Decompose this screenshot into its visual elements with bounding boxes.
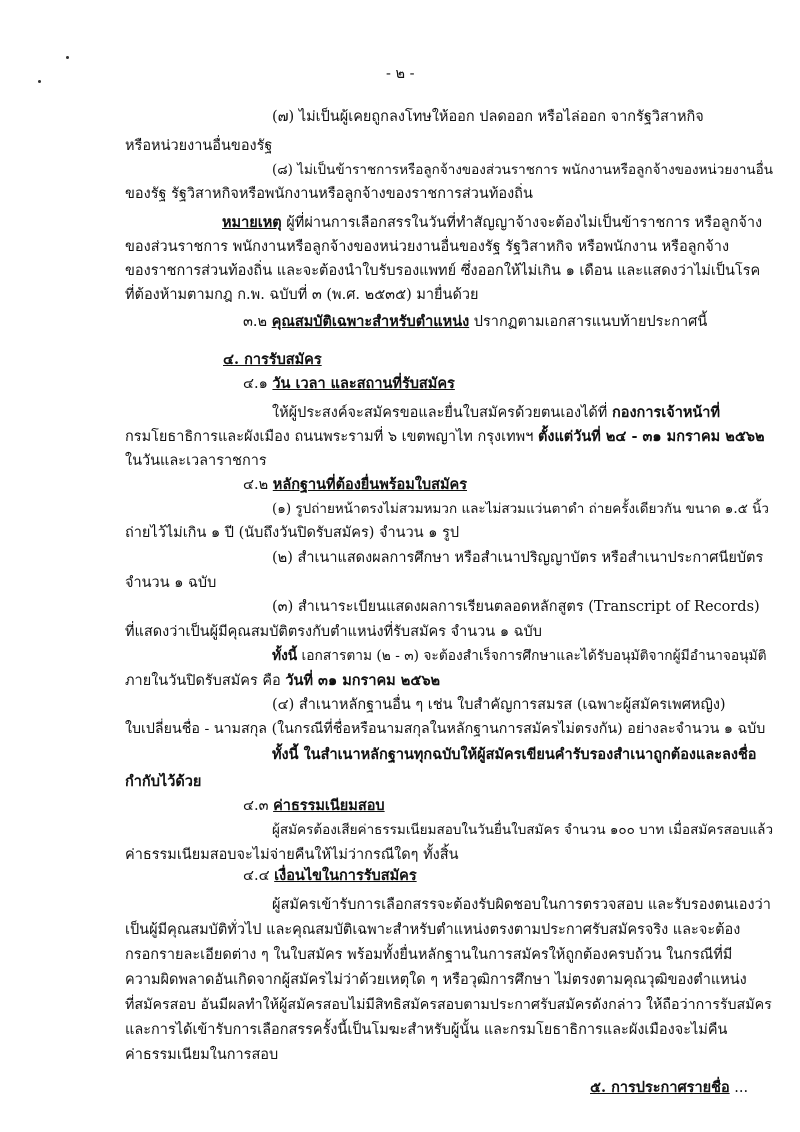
line-bold-text: ทั้งนี้ ในสำเนาหลักฐานทุกฉบับให้ผู้สมัครเขียนคำรับรองสำเนาถูกต้องและลงชื่อ	[272, 746, 757, 763]
text-line	[125, 237, 729, 257]
text-line	[272, 597, 760, 617]
next-section-label: ๕. การประกาศรายชื่อ	[590, 1079, 730, 1096]
text-line	[272, 895, 771, 915]
text-line	[125, 1045, 278, 1065]
section-heading-4-2	[243, 475, 467, 495]
line-text: (๗) ไม่เป็นผู้เคยถูกลงโทษให้ออก ปลดออก หรือไล่ออก จากรัฐวิสาหกิจ	[272, 109, 704, 125]
text-line	[125, 772, 201, 792]
section-heading-4	[223, 350, 322, 370]
line-text: ปรากฏตามเอกสารแนบท้ายประกาศนี้	[469, 314, 708, 330]
scan-speck	[66, 56, 69, 59]
section-title: ๔. การรับสมัคร	[223, 351, 322, 368]
line-text: ค่าธรรมเนียมสอบจะไม่จ่ายคืนให้ไม่ว่ากรณีใดๆ ทั้งสิ้น	[125, 847, 459, 863]
section-title: ค่าธรรมเนียมสอบ	[273, 797, 385, 814]
line-text: ผู้สมัครต้องเสียค่าธรรมเนียมสอบในวันยื่นใบสมัคร จำนวน ๑๐๐ บาท เมื่อสมัครสอบแล้ว	[272, 822, 774, 838]
line-bold-text: ทั้งนี้	[272, 648, 298, 664]
text-line	[272, 403, 720, 423]
section-heading-4-1	[243, 374, 455, 394]
footer-continuation	[590, 1078, 748, 1098]
line-text: ภายในวันปิดรับสมัคร คือ	[125, 673, 286, 689]
line-text: ผู้ที่ผ่านการเลือกสรรในวันที่ทำสัญญาจ้างจะต้องไม่เป็นข้าราชการ หรือลูกจ้าง	[281, 215, 763, 231]
line-text: ที่แสดงว่าเป็นผู้มีคุณสมบัติตรงกับตำแหน่งที่รับสมัคร จำนวน ๑ ฉบับ	[125, 624, 542, 640]
text-line	[272, 745, 757, 765]
text-line	[125, 995, 772, 1015]
text-line	[125, 945, 732, 965]
text-line	[125, 719, 765, 739]
page-number	[386, 64, 415, 84]
line-text: ใบเปลี่ยนชื่อ - นามสกุล (ในกรณีที่ชื่อหรือนามสกุลในหลักฐานการสมัครไม่ตรงกัน) อย่างละจำนวน ๑ ฉบับ	[125, 721, 766, 737]
line-text: (๓) สำเนาระเบียนแสดงผลการเรียนตลอดหลักสูตร (Transcript of Records)	[272, 599, 760, 615]
text-line	[272, 646, 767, 666]
section-number: ๓.๒	[243, 314, 272, 330]
text-line	[125, 845, 458, 865]
section-number: ๔.๓	[243, 798, 274, 814]
text-line	[125, 261, 760, 281]
line-text: และการได้เข้ารับการเลือกสรรครั้งนี้เป็นโมฆะสำหรับผู้นั้น และกรมโยธาธิการและผังเมืองจะไม่คืน	[125, 1022, 728, 1038]
section-title: คุณสมบัติเฉพาะสำหรับตำแหน่ง	[271, 313, 470, 330]
section-title: เงื่อนไขในการรับสมัคร	[274, 867, 417, 884]
line-text: (๘) ไม่เป็นข้าราชการหรือลูกจ้างของส่วนราชการ พนักงานหรือลูกจ้างของหน่วยงานอื่น	[272, 162, 773, 178]
line-text: ในวันและเวลาราชการ	[125, 453, 267, 469]
line-text: ที่สมัครสอบ อันมีผลทำให้ผู้สมัครสอบไม่มีสิทธิสมัครสอบตามประกาศรับสมัครดังกล่าว ให้ถือว่าการรับสมัคร	[125, 997, 772, 1013]
section-title: หลักฐานที่ต้องยื่นพร้อมใบสมัคร	[272, 476, 468, 493]
note-line	[222, 213, 762, 233]
line-text: ของรัฐ รัฐวิสาหกิจหรือพนักงานหรือลูกจ้างของราชการส่วนท้องถิ่น	[125, 186, 533, 202]
section-number: ๔.๔	[243, 868, 275, 884]
line-text: จำนวน ๑ ฉบับ	[125, 575, 217, 591]
section-title: วัน เวลา และสถานที่รับสมัคร	[272, 375, 455, 392]
text-line	[125, 285, 479, 305]
section-heading-4-3	[243, 796, 385, 816]
line-text: (๔) สำเนาหลักฐานอื่น ๆ เช่น ใบสำคัญการสมรส (เฉพาะผู้สมัครเพศหญิง)	[272, 697, 726, 713]
text-line	[125, 970, 747, 990]
line-text: ถ่ายไว้ไม่เกิน ๑ ปี (นับถึงวันปิดรับสมัคร) จำนวน ๑ รูป	[125, 525, 460, 541]
continuation-dots: ...	[729, 1080, 749, 1096]
line-bold-text: กองการเจ้าหน้าที่	[611, 404, 721, 421]
text-line	[272, 107, 704, 127]
line-text: เอกสารตาม (๒ - ๓) จะต้องสำเร็จการศึกษาและได้รับอนุมัติจากผู้มีอำนาจอนุมัติ	[297, 648, 767, 664]
line-text: (๑) รูปถ่ายหน้าตรงไม่สวมหมวก และไม่สวมแว่นตาดำ ถ่ายครั้งเดียวกัน ขนาด ๑.๕ นิ้ว	[272, 501, 769, 517]
section-heading-4-4	[243, 866, 417, 886]
line-text: หรือหน่วยงานอื่นของรัฐ	[125, 138, 273, 154]
line-text: ผู้สมัครเข้ารับการเลือกสรรจะต้องรับผิดชอบในการตรวจสอบ และรับรองตนเองว่า	[272, 897, 771, 913]
text-line	[125, 136, 272, 156]
page-number-text: - ๒ -	[386, 66, 415, 82]
text-line	[125, 920, 740, 940]
line-text: ค่าธรรมเนียมในการสอบ	[125, 1047, 279, 1063]
line-text: ความผิดพลาดอันเกิดจากผู้สมัครไม่ว่าด้วยเหตุใด ๆ หรือวุฒิการศึกษา ไม่ตรงตามคุณวุฒิของตำแหน่ง	[125, 972, 747, 988]
section-number: ๔.๒	[243, 477, 273, 493]
note-label: หมายเหตุ	[222, 214, 282, 231]
text-line	[125, 622, 542, 642]
text-line	[125, 573, 216, 593]
text-line	[272, 820, 773, 840]
text-line	[125, 427, 765, 447]
line-text: ของราชการส่วนท้องถิ่น และจะต้องนำใบรับรองแพทย์ ซึ่งออกให้ไม่เกิน ๑ เดือน และแสดงว่าไม่เป็นโรค	[125, 263, 761, 279]
line-text: เป็นผู้มีคุณสมบัติทั่วไป และคุณสมบัติเฉพาะสำหรับตำแหน่งตรงตามประกาศรับสมัครจริง และจะต้อง	[125, 922, 741, 938]
text-line	[125, 184, 533, 204]
line-text: กรมโยธาธิการและผังเมือง ถนนพระรามที่ ๖ เขตพญาไท กรุงเทพฯ	[125, 429, 538, 445]
section-number: ๔.๑	[243, 376, 273, 392]
line-text: (๒) สำเนาแสดงผลการศึกษา หรือสำเนาปริญญาบัตร หรือสำเนาประกาศนียบัตร	[272, 550, 764, 566]
line-bold-text: วันที่ ๓๑ มกราคม ๒๕๖๒	[285, 672, 441, 689]
line-text: ที่ต้องห้ามตามกฎ ก.พ. ฉบับที่ ๓ (พ.ศ. ๒๕๓๕) มายื่นด้วย	[125, 287, 479, 303]
section-heading-3-2	[243, 312, 707, 332]
text-line	[272, 548, 763, 568]
line-text: ของส่วนราชการ พนักงานหรือลูกจ้างของหน่วยงานอื่นของรัฐ รัฐวิสาหกิจ หรือพนักงาน หรือลูกจ้าง	[125, 239, 730, 255]
line-bold-text: กำกับไว้ด้วย	[125, 773, 202, 790]
line-text: ให้ผู้ประสงค์จะสมัครขอและยื่นใบสมัครด้วยตนเองได้ที่	[272, 405, 612, 421]
text-line	[272, 499, 769, 519]
text-line	[125, 671, 440, 691]
line-bold-text: ตั้งแต่วันที่ ๒๔ - ๓๑ มกราคม ๒๕๖๒	[537, 428, 765, 445]
text-line	[125, 451, 267, 471]
line-text: กรอกรายละเอียดต่าง ๆ ในใบสมัคร พร้อมทั้งยื่นหลักฐานในการสมัครให้ถูกต้องครบถ้วน ในกรณีที่มี	[125, 947, 733, 963]
text-line	[272, 160, 773, 180]
text-line	[272, 695, 726, 715]
text-line	[125, 523, 459, 543]
text-line	[125, 1020, 727, 1040]
scan-speck	[38, 80, 41, 83]
